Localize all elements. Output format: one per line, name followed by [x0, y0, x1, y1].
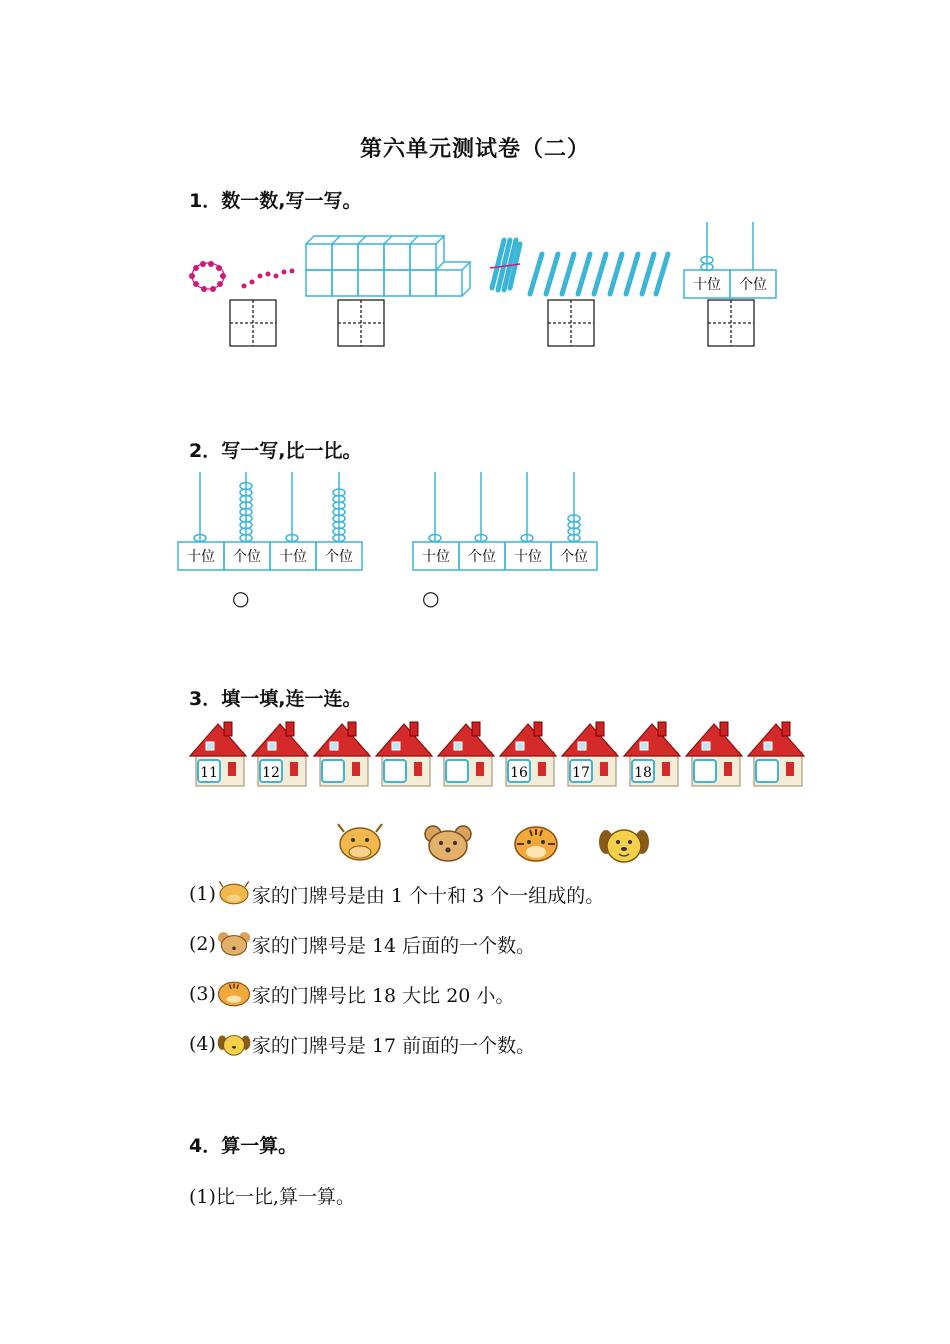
cow-icon: [217, 880, 251, 908]
answer-boxes: [230, 300, 754, 346]
tiger-icon: [217, 980, 251, 1008]
animals-row: [330, 822, 660, 866]
dog-icon: [599, 830, 649, 862]
page-title: 第六单元测试卷（二）: [359, 136, 590, 162]
dog-icon: [217, 1030, 251, 1058]
house-number: 18: [634, 765, 652, 781]
q3-item-4: (4) 家的门牌号是 17 前面的一个数。: [189, 1030, 535, 1058]
house-number: 11: [200, 765, 218, 781]
house-2: [250, 718, 310, 790]
house-number: 12: [262, 765, 280, 781]
svg-text:个位: 个位: [325, 549, 353, 565]
bead-loop-icon: [189, 261, 295, 292]
compare-circle-1[interactable]: ○: [232, 586, 250, 610]
mouse-icon: [425, 826, 471, 861]
question-4-sub: (1)比一比,算一算。: [189, 1186, 355, 1208]
tens-label: 十位: [693, 277, 721, 293]
question-1-figures: [180, 218, 800, 358]
cow-icon: [338, 824, 382, 860]
house-number: 16: [510, 765, 528, 781]
house-5: [436, 718, 496, 790]
house-9: [684, 718, 744, 790]
compare-circle-2[interactable]: ○: [422, 586, 440, 610]
q3-item-1: (1) 家的门牌号是由 1 个十和 3 个一组成的。: [189, 880, 604, 908]
house-6: [498, 718, 558, 790]
house-1: [188, 718, 248, 790]
mouse-icon: [217, 930, 251, 958]
question-2-abaci: [176, 470, 616, 580]
question-2-heading: 2．写一写,比一比。: [189, 440, 362, 462]
tiger-icon: [515, 827, 557, 861]
house-7: [560, 718, 620, 790]
svg-text:十位: 十位: [422, 549, 450, 565]
question-3-heading: 3．填一填,连一连。: [189, 688, 362, 710]
svg-text:个位: 个位: [233, 549, 261, 565]
ones-label: 个位: [739, 277, 767, 293]
house-10: [746, 718, 806, 790]
house-number: 17: [572, 765, 590, 781]
q3-item-3: (3) 家的门牌号比 18 大比 20 小。: [189, 980, 514, 1008]
question-1-heading: 1．数一数,写一写。: [189, 190, 362, 212]
q3-item-2: (2) 家的门牌号是 14 后面的一个数。: [189, 930, 535, 958]
house-8: [622, 718, 682, 790]
cubes-icon: [306, 236, 470, 296]
svg-text:个位: 个位: [560, 549, 588, 565]
svg-text:十位: 十位: [279, 549, 307, 565]
question-4-heading: 4．算一算。: [189, 1135, 298, 1157]
svg-text:个位: 个位: [468, 549, 496, 565]
loose-sticks-icon: [530, 254, 668, 294]
house-4: [374, 718, 434, 790]
svg-text:十位: 十位: [187, 549, 215, 565]
house-3: [312, 718, 372, 790]
houses-row: [188, 718, 808, 790]
svg-text:十位: 十位: [514, 549, 542, 565]
